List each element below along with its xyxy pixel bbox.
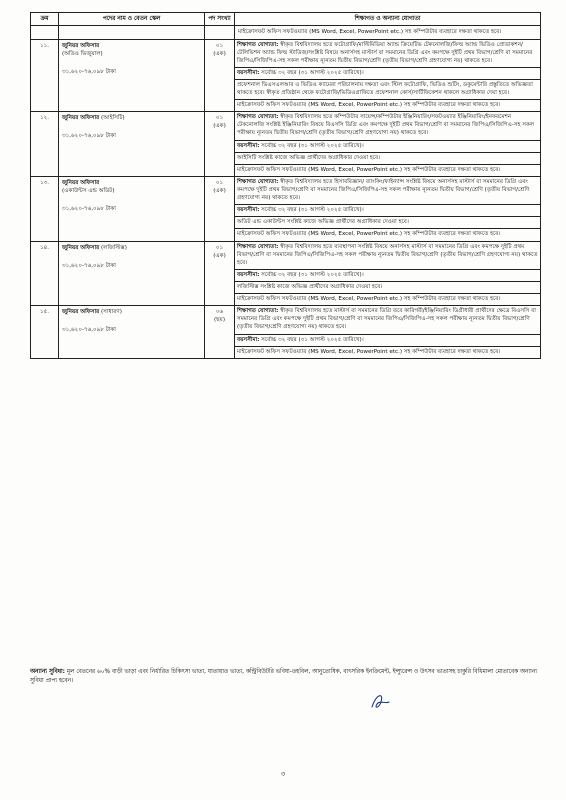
pay-scale: ৩১,৬২০-৭৬,০৯৮ টাকা — [62, 262, 116, 269]
header-qty: পদ সংখ্যা — [205, 13, 235, 26]
qty-words: (এক) — [213, 252, 226, 259]
header-sl: ক্রম — [31, 13, 59, 26]
row-post — [59, 176, 205, 241]
row-qty — [205, 39, 235, 112]
other-benefits-label: অন্যান্য সুবিধা: — [30, 669, 65, 675]
education-requirement: শিক্ষাগত যোগ্যতা: স্বীকৃত বিশ্ববিদ্যালয় হতে হিসাববিজ্ঞান/ ব্যাংকিং/ফাইন্যান্স সংশ্লিষ্ট বিষয়ে অনার্সসহ মাস্টার্স বা সমমানের ডিগ্রি এবং কমপক্ষে দুইটি প্রথম বিভাগ/শ্রেণি বা সমমানের জিপিএ/সিজিপিএ-সহ সকল পরীক্ষায় ন্যূনতম দ্বিতীয় বিভাগ/শ্রেণি (তৃতীয় বিভাগ/শ্রেণি গ্রহণযোগ্য নয়) থাকতে হবে। — [235, 177, 540, 205]
table-row — [31, 39, 541, 112]
qty-words: (এক) — [213, 123, 226, 130]
computer-requirement: মাইক্রোসফট অফিস সফটওয়্যার (MS Word, Excel, PowerPoint etc.) সহ কম্পিউটার ব্যবহারে দক্ষতা থাকতে হবে। — [237, 348, 501, 355]
row-post — [59, 112, 205, 177]
age-limit: বয়সসীমা: সর্বোচ্চ ৩২ বছর (৩১ আগস্ট ২০২৫ তারিখে)। — [235, 335, 540, 347]
education-requirement: শিক্ষাগত যোগ্যতা: স্বীকৃত বিশ্ববিদ্যালয় হতে কম্পিউটার সায়েন্স/কম্পিউটার ইঞ্জিনিয়ারিং/সফটওয়্যার ইঞ্জিনিয়ারিং/ইনফরমেশন টেকনোলজি সংশ্লিষ্ট ইঞ্জিনিয়ারিং বিষয়ে বিএসসি ডিগ্রি এবং কমপক্ষে দুইটি প্রথম বিভাগ/শ্রেণি বা সমমানের জিপিএ/সিজিপিএ-সহ সকল পরীক্ষায় ন্যূনতম দ্বিতীয় বিভাগ/শ্রেণি (তৃতীয় বিভাগ/শ্রেণি গ্রহণযোগ্য নয়) থাকতে হবে। — [235, 112, 540, 140]
qty-number: ০১ — [215, 42, 224, 49]
extra-requirement: আইসিটি সংশ্লিষ্ট কাজে অভিজ্ঞ প্রার্থীদের অগ্রাধিকার দেওয়া হবে। — [235, 153, 540, 165]
computer-requirement: মাইক্রোসফট অফিস সফটওয়্যার (MS Word, Excel, PowerPoint etc.) সহ কম্পিউটার ব্যবহারে দক্ষতা থাকতে হবে। — [237, 231, 501, 238]
post-title: জুনিয়র অফিসার — [62, 244, 100, 251]
table-row — [31, 306, 541, 359]
header-qual: শিক্ষাগত ও অন্যান্য যোগ্যতা — [235, 13, 541, 26]
other-benefits-note — [30, 668, 540, 685]
row-sl: ১৫. — [31, 306, 59, 359]
row-qualifications — [235, 112, 541, 177]
extra-requirement: অডিট এন্ড একাউন্টস সংশ্লিষ্ট কাজে অভিজ্ঞ প্রার্থীদের অগ্রাধিকার দেওয়া হবে। — [235, 217, 540, 229]
post-subtitle: (অডিও ভিজুয়াল) — [62, 50, 103, 57]
qty-words: (এক) — [213, 50, 226, 57]
job-table — [30, 12, 541, 359]
qty-number: ০১ — [215, 244, 224, 251]
pay-scale: ৩১,৬২০-৭৬,০৯৮ টাকা — [62, 68, 116, 75]
computer-requirement: মাইক্রোসফট অফিস সফটওয়্যার (MS Word, Excel, PowerPoint etc.) সহ কম্পিউটার ব্যবহারে দক্ষতা থাকতে হবে। — [237, 166, 501, 173]
age-limit: বয়সসীমা: সর্বোচ্চ ৩২ বছর (৩১ আগস্ট ২০২৫ তারিখে)। — [235, 205, 540, 217]
education-requirement: শিক্ষাগত যোগ্যতা: স্বীকৃত বিশ্ববিদ্যালয় হতে ব্যবস্থাপনা সংশ্লিষ্ট বিষয়ে অনার্সসহ মাস্টার্স বা সমমানের ডিগ্রি এবং কমপক্ষে দুইটি প্রথম বিভাগ/শ্রেণি বা সমমানের জিপিএ/সিজিপিএ-সহ সকল পরীক্ষায় ন্যূনতম দ্বিতীয় বিভাগ/শ্রেণি (তৃতীয় বিভাগ/শ্রেণি গ্রহণযোগ্য নয়) থাকতে হবে। — [235, 242, 540, 270]
computer-requirement: মাইক্রোসফট অফিস সফটওয়্যার (MS Word, Excel, PowerPoint etc.) সহ কম্পিউটার ব্যবহারে দক্ষতা থাকতে হবে। — [237, 102, 501, 109]
row-qualifications — [235, 241, 541, 306]
table-row — [31, 176, 541, 241]
education-requirement: শিক্ষাগত যোগ্যতা: স্বীকৃত বিশ্ববিদ্যালয় হতে মাস্টার্স বা সমমানের ডিগ্রি তবে কারিগরী/ইঞ্জিনিয়ারিং ডিগ্রীধারী প্রার্থীদের ক্ষেত্রে বিএসসি বা সমমানের ডিগ্রি এবং কমপক্ষে দুইটি প্রথম বিভাগ/শ্রেণি বা সমমানের জিপিএ/সিজিপিএ-সহ সকল পরীক্ষায় ন্যূনতম দ্বিতীয় বিভাগ/শ্রেণি (তৃতীয় বিভাগ/শ্রেণি গ্রহণযোগ্য নয়) থাকতে হবে। — [235, 306, 540, 334]
header-post: পদের নাম ও বেতন স্কেল — [59, 13, 205, 26]
qty-number: ০১ — [215, 179, 224, 186]
row-qualifications — [235, 306, 541, 359]
qty-words: (ছয়) — [213, 317, 226, 324]
row-sl: ১৪. — [31, 241, 59, 306]
extra-requirement: প্রফেশনাল ভিএসএলআর ও ভিডিও ক্যামেরা পরিচালনায় দক্ষতা এবং স্টিল ফটোগ্রাফি, ভিডিও শুটিং, ডকুমেন্টারি প্রস্তুতিতে অভিজ্ঞতা থাকতে হবে। স্বীকৃত প্রতিষ্ঠান থেকে ফটোগ্রাফি/ভিডিওগ্রাফিতে প্রফেশনাল কোর্স/সার্টিফিকেশন থাকলে অগ্রাধিকার দেয়া হবে। — [235, 80, 540, 100]
age-limit: বয়সসীমা: সর্বোচ্চ ৩২ বছর (৩১ আগস্ট ২০২৫ তারিখে)। — [235, 270, 540, 282]
qty-number: ০৬ — [215, 309, 224, 316]
post-title: জুনিয়র অফিসার — [62, 309, 100, 316]
post-subtitle: (আইসিটি) — [100, 115, 125, 122]
age-limit: বয়সসীমা: সর্বোচ্চ ৩২ বছর (৩১ আগস্ট ২০২৫ তারিখে)। — [235, 68, 540, 80]
qty-words: (এক) — [213, 188, 226, 195]
qty-number: ০১ — [215, 115, 224, 122]
other-benefits-text: মূল বেতনের ৬০% বাড়ী ভাড়া এবং নির্ধারিত চিকিৎসা ভাতা, যাতায়াত ভাতা, কন্ট্রিবিউটরি ভবিষ্য-তহবিল, আনুতোষিক, বাৎসরিক ইনক্রিমেন্ট, ইন্স্যুরেন্স ও উৎসব ভাতাসহ চাকুরি বিধিমালা মোতাবেক অন্যান্য সুবিধা প্রাপ্য হবেন। — [30, 669, 537, 684]
row-sl: ১২. — [31, 112, 59, 177]
education-requirement: শিক্ষাগত যোগ্যতা: স্বীকৃত বিশ্ববিদ্যালয় হতে ফটোগ্রাফি/মাল্টিমিডিয়া অ্যান্ড ক্রিয়েটিভ টেকনোলজি/ফিল্ম অ্যান্ড ভিডিও প্রোডাকশন/টেলিভিশন অ্যান্ড ফিল্ম স্টাডিজ/সংশ্লিষ্ট বিষয়ে অনার্সসহ মাস্টার্স বা সমমানের ডিগ্রি এবং কমপক্ষে দুইটি প্রথম বিভাগ/শ্রেণি বা সমমানের জিপিএ/সিজিপিএ-সহ সকল পরীক্ষায় ন্যূনতম দ্বিতীয় বিভাগ/শ্রেণি (তৃতীয় বিভাগ/শ্রেণি গ্রহণযোগ্য নয়) থাকতে হবে। — [235, 40, 540, 68]
row-sl: ১৩. — [31, 176, 59, 241]
row-qty — [205, 306, 235, 359]
table-header-row — [31, 13, 541, 26]
post-title: জুনিয়র অফিসার — [62, 115, 100, 122]
page-number: ৩ — [280, 770, 286, 778]
post-subtitle: (লজিস্টিক্স) — [100, 244, 127, 251]
carry-over-text: মাইক্রোসফট অফিস সফটওয়্যার (MS Word, Excel, PowerPoint etc.) সহ কম্পিউটার ব্যবহারে দক্ষতা থাকতে হবে। — [235, 26, 541, 39]
extra-requirement: লজিস্টিক্স সংশ্লিষ্ট কাজে অভিজ্ঞ প্রার্থীদের অগ্রাধিকার দেওয়া হবে। — [235, 282, 540, 294]
post-subtitle: (সাধারণ) — [100, 309, 122, 316]
table-row — [31, 112, 541, 177]
row-sl: ১১. — [31, 39, 59, 112]
row-post — [59, 241, 205, 306]
computer-requirement: মাইক্রোসফট অফিস সফটওয়্যার (MS Word, Excel, PowerPoint etc.) সহ কম্পিউটার ব্যবহারে দক্ষতা থাকতে হবে। — [237, 296, 501, 303]
row-post — [59, 39, 205, 112]
row-qty — [205, 176, 235, 241]
signature-initial — [368, 690, 392, 712]
table-row-carry-over — [31, 26, 541, 39]
row-qualifications — [235, 39, 541, 112]
table-row — [31, 241, 541, 306]
pay-scale: ৩১,৬২০-৭৬,০৯৮ টাকা — [62, 206, 116, 213]
pay-scale: ৩১,৬২০-৭৬,০৯৮ টাকা — [62, 327, 116, 334]
row-post — [59, 306, 205, 359]
age-limit: বয়সসীমা: সর্বোচ্চ ৩২ বছর (৩১ আগস্ট ২০২৫ তারিখে)। — [235, 141, 540, 153]
row-qualifications — [235, 176, 541, 241]
post-subtitle: (একাউন্টস এন্ড অডিট) — [62, 188, 115, 195]
pay-scale: ৩১,৬২০-৭৬,০৯৮ টাকা — [62, 133, 116, 140]
post-title: জুনিয়র অফিসার — [62, 179, 100, 186]
row-qty — [205, 112, 235, 177]
row-qty — [205, 241, 235, 306]
post-title: জুনিয়র অফিসার — [62, 42, 100, 49]
